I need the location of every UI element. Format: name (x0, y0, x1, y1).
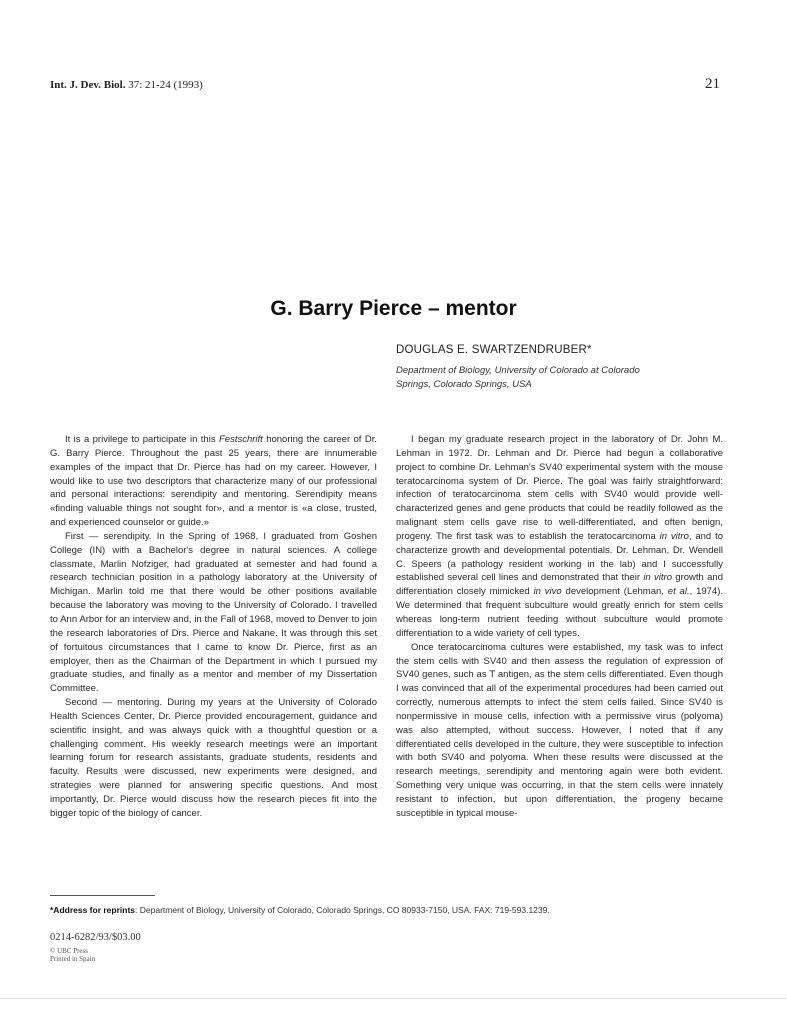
italic-term: in vitro (659, 530, 689, 542)
running-head (50, 79, 203, 91)
journal-citation: 37: 21-24 (1993) (128, 79, 203, 91)
paragraph: Once teratocarcinoma cultures were established, my task was to infect the stem cells with SV40 and then assess the regulation of expression of SV40 genes, such as T antigen, as the stem cells differentiated. Even though I was convinced that all of the experimental procedures had been carried out correctly, numerous attempts to infect the stem cells failed. Since SV40 is nonpermissive in mouse cells, infection with a permissive virus (polyoma) was also attempted, without success. However, I noted that if any differentiated cells developed in the culture, they were susceptible to infection with both SV40 and polyoma. When these results were discussed at the research meetings, serendipity and mentoring again were both evident. Something very unique was occurring, in that the stem cells were innately resistant to infection, but upon differentiation, the progeny became susceptible in typical mouse- (396, 641, 723, 819)
left-column (50, 433, 377, 821)
italic-term: Festschrift (218, 434, 263, 445)
paragraph: Second — mentoring. During my years at the University of Colorado Health Sciences Center, Dr. Pierce provided encouragement, guidance and scientific insight, and was always quick with a thoughtful question or a challenging comment. His weekly research meetings were an important learning forum for research assistants, graduate students, residents and faculty. Results were discussed, new experiments were designed, and strategies were planned for answering specific questions. And most importantly, Dr. Pierce would discuss how the research pieces fit into the bigger topic of the biology of cancer. (50, 697, 377, 819)
footnote-divider (50, 895, 155, 896)
right-column (396, 433, 723, 821)
printed-location: Printed in Spain (50, 955, 96, 963)
author-name: DOUGLAS E. SWARTZENDRUBER* (396, 344, 592, 356)
reprint-label: *Address for reprints (50, 905, 136, 915)
paragraph: I began my graduate research project in the laboratory of Dr. John M. Lehman in 1972. Dr. Lehman and Dr. Pierce had begun a collaborative project to combine Dr. Lehman's SV40 experimental system with the mouse teratocarcinoma system of Dr. Pierce. The goal was fairly straightforward: infection of teratocarcinoma stem cells with SV40 would provide well-characterized genes and gene products that could be readily followed as the malignant stem cells gave rise to well-differentiated, and often benign, progeny. The first task was to establish the teratocarcinoma in vitro, and to characterize growth and developmental potentials. Dr. Lehman, Dr. Wendell C. Speers (a pathology resident working in the lab) and I successfully established several cell lines and demonstrated that their in vitro growth and differentiation closely mimicked in vivo development (Lehman, et al., 1974). We determined that frequent subculture would greatly enrich for stem cells whereas long-term nutrient feeding without subculture would promote differentiation to a wide variety of cell types. (396, 434, 724, 639)
italic-term: et al. (667, 586, 690, 598)
affiliation-line: Department of Biology, University of Colorado at Colorado (396, 365, 640, 376)
scan-edge-divider (0, 998, 787, 999)
italic-term: in vitro (643, 572, 672, 584)
paragraph: First — serendipity. In the Spring of 1968, I graduated from Goshen College (IN) with a Bachelor's degree in natural sciences. A college classmate, Marlin Nofziger, had graduated at semester and had found a research technician position in a pathology laboratory at the University of Michigan. Marlin told me that there would be other positions available because the laboratory was moving to the University of Colorado. I travelled to Ann Arbor for an interview and, in the Fall of 1968, moved to Denver to join the research laboratories of Drs. Pierce and Nakane. It was through this set of fortuitous circumstances that I came to know Dr. Pierce, first as an employer, then as the Chairman of the Department in which I pursued my graduate studies, and finally as a mentor and member of my Dissertation Committee. (50, 530, 377, 695)
paragraph: It is a privilege to participate in this Festschrift honoring the career of Dr. G. Barry Pierce. Throughout the past 25 years, there are innumerable examples of the impact that Dr. Pierce has had on my career. However, I would like to use two descriptors that characterize many of our professional and personal interactions: serendipity and mentoring. Serendipity means «finding valuable things not sought for», and a mentor is «a close, trusted, and experienced counselor or guide.» (50, 434, 377, 529)
affiliation-line: Springs, Colorado Springs, USA (396, 379, 532, 390)
author-affiliation (396, 364, 726, 392)
reprint-footnote (50, 905, 550, 915)
issn-code: 0214-6282/93/$03.00 (50, 932, 141, 943)
italic-term: in vivo (533, 586, 562, 598)
reprint-address: : Department of Biology, University of Colorado, Colorado Springs, CO 80933-7150, USA. FAX: 719-593.1239. (135, 905, 550, 915)
press-credit: © UBC Press (50, 947, 88, 955)
page-number: 21 (705, 76, 720, 92)
article-title: G. Barry Pierce – mentor (270, 297, 517, 320)
journal-name: Int. J. Dev. Biol. (50, 79, 126, 91)
